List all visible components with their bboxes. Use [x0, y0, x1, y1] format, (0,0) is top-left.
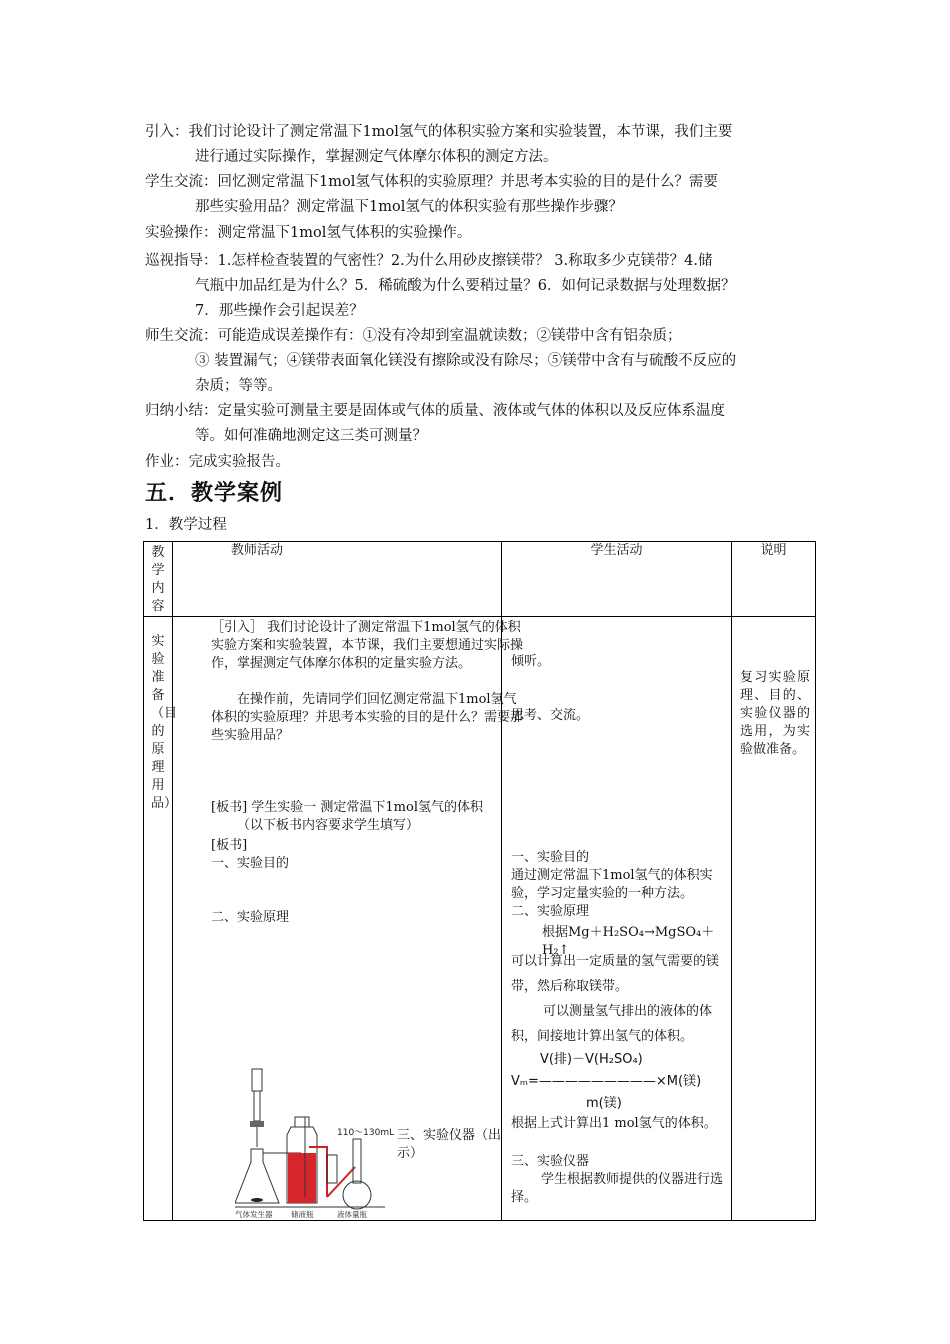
subsection-title: 1．教学过程: [145, 517, 227, 533]
section-title: 五．教学案例: [145, 481, 284, 506]
formula-denominator: m(镁): [586, 1096, 622, 1111]
student-instruments-text: 学生根据教师提供的仪器进行选择。: [511, 1172, 724, 1205]
para-error-line3: 杂质；等等。: [195, 378, 282, 394]
para-summary: [145, 399, 810, 449]
student-listen: 倾听。: [511, 654, 551, 669]
label-measuring-flask: 液体量瓶: [337, 1210, 367, 1219]
formula-bar: —————————: [538, 1074, 656, 1089]
student-purpose-title: 一、实验目的: [511, 850, 590, 865]
teacher-intro: ［引入］ 我们讨论设计了测定常温下1mol氢气的体积实验方案和实验装置，本节课，我们主要想通过实际操作，掌握测定气体摩尔体积的定量实验方法。: [211, 620, 524, 671]
formula-numerator: V(排)－V(H₂SO₄): [540, 1052, 643, 1067]
header-teaching-content: 教学内容: [144, 542, 173, 617]
teacher-board1-note: （以下板书内容要求学生填写）: [237, 818, 420, 833]
para-homework: [145, 450, 810, 475]
storage-bottle-icon: [287, 1117, 327, 1203]
para-guidance: [145, 249, 810, 324]
para-student-exchange-line1: 学生交流：回忆测定常温下1mol氢气体积的实验原理？并思考本实验的目的是什么？需要: [145, 174, 718, 190]
student-principle-text2: 可以测量氢气排出的液体的体积，间接地计算出氢气的体积。: [511, 1004, 713, 1044]
student-calc: 根据上式计算出1 mol氢气的体积。: [511, 1116, 717, 1131]
teacher-ask: 在操作前，先请同学们回忆测定常温下1mol氢气体积的实验原理？并思考本实验的目的是什么？需要那些实验用品？: [211, 692, 524, 743]
student-purpose-text: 通过测定常温下1mol氢气的体积实验，学习定量实验的一种方法。: [511, 868, 713, 901]
formula-vm: [511, 1073, 701, 1091]
para-homework-line1: 作业：完成实验报告。: [145, 454, 290, 470]
table-row-experiment-prep: [144, 617, 816, 1221]
header-notes: 说明: [732, 542, 816, 617]
teaching-process-table: [143, 541, 816, 1221]
student-principle-equation: 根据Mg＋H₂SO₄→MgSO₄＋H₂↑: [542, 925, 715, 958]
para-intro-line1: 引入：我们讨论设计了测定常温下1mol氢气的体积实验方案和实验装置，本节课，我们主要: [145, 124, 733, 140]
notes-cell: [732, 617, 816, 1221]
formula-vm-label: Vₘ=: [511, 1074, 539, 1089]
para-guidance-line2: 气瓶中加品红是为什么？5．稀硫酸为什么要稍过量？6．如何记录数据与处理数据？: [195, 278, 736, 294]
teacher-item-purpose: 一、实验目的: [211, 856, 290, 871]
formula-molar-mass: ×M(镁): [655, 1074, 702, 1089]
label-gas-generator: 气体发生器: [235, 1210, 273, 1219]
para-student-exchange-line2: 那些实验用品？测定常温下1mol氢气的体积实验有那些操作步骤？: [195, 199, 623, 215]
para-summary-line1: 归纳小结：定量实验可测量主要是固体或气体的质量、液体或气体的体积以及反应体系温度: [145, 403, 725, 419]
student-activity-cell: [502, 617, 732, 1221]
teacher-item-instruments: 三、实验仪器（出示）: [397, 1128, 502, 1161]
teacher-activity-cell: [173, 617, 524, 1221]
apparatus-figure: [235, 1067, 395, 1219]
row-label-cell: [144, 617, 178, 1221]
para-error-discussion: [145, 324, 810, 399]
para-student-exchange: [145, 170, 810, 220]
para-intro-line2: 进行通过实际操作，掌握测定气体摩尔体积的测定方法。: [195, 149, 558, 165]
measuring-flask-icon: [327, 1139, 371, 1209]
para-intro: [145, 120, 810, 170]
volume-label: 110～130mL: [337, 1128, 395, 1138]
para-guidance-line1: 巡视指导：1.怎样检查装置的气密性？2.为什么用砂皮擦镁带？ 3.称取多少克镁带？4.储: [145, 253, 713, 269]
student-instruments-title: 三、实验仪器: [511, 1154, 590, 1169]
row-label: 实验准备（目的原理用品）: [151, 634, 178, 811]
student-principle-title: 二、实验原理: [511, 904, 590, 919]
para-experiment-op: [145, 221, 810, 246]
student-principle-text1: 可以计算出一定质量的氢气需要的镁带，然后称取镁带。: [511, 954, 720, 994]
para-error-line2: ③ 装置漏气；④镁带表面氧化镁没有擦除或没有除尽；⑤镁带中含有与硫酸不反应的: [195, 353, 737, 369]
para-experiment-op-line1: 实验操作：测定常温下1mol氢气体积的实验操作。: [145, 225, 472, 241]
label-storage-bottle: 储液瓶: [291, 1210, 314, 1219]
notes-text: 复习实验原理、目的、实验仪器的选用，为实验做准备。: [740, 670, 810, 757]
student-think: 思考、交流。: [511, 708, 590, 723]
teacher-item-principle: 二、实验原理: [211, 910, 290, 925]
para-guidance-line3: 7．那些操作会引起误差？: [195, 303, 364, 319]
teacher-board2: [板书]: [211, 838, 248, 853]
header-teacher-activity: 教师活动: [173, 542, 502, 617]
header-student-activity: 学生活动: [502, 542, 732, 617]
para-summary-line2: 等。如何准确地测定这三类可测量？: [195, 428, 427, 444]
para-error-line1: 师生交流：可能造成误差操作有：①没有冷却到室温就读数；②镁带中含有铝杂质；: [145, 328, 682, 344]
teacher-board1: [板书] 学生实验一 测定常温下1mol氢气的体积: [211, 800, 483, 815]
table-header-row: [144, 542, 816, 617]
